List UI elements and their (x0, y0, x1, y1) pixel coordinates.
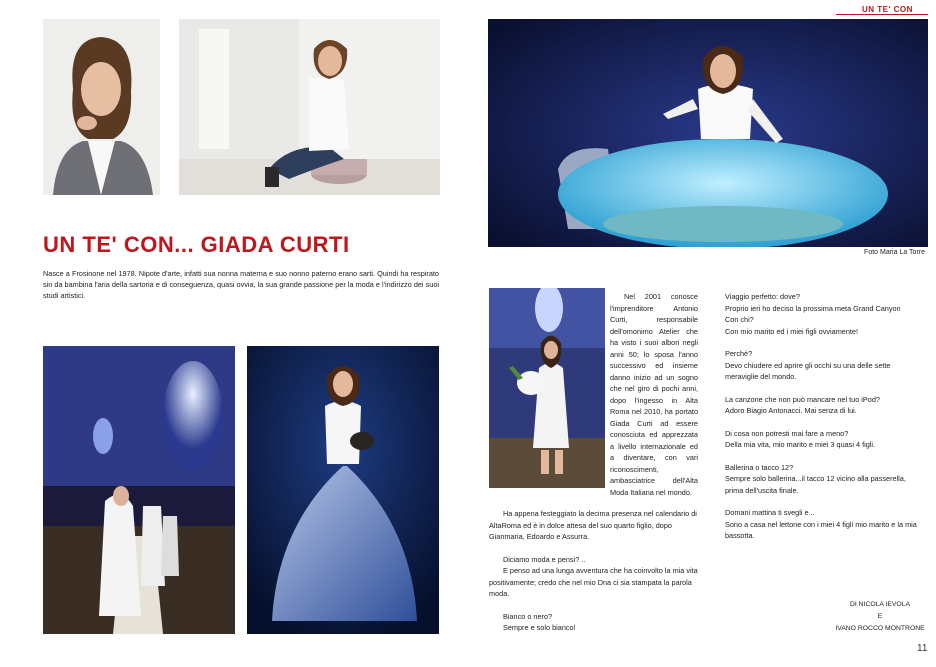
question-perche: Perché? (725, 349, 753, 358)
body-column-1-top (610, 291, 698, 498)
question-bianco-nero: Bianco o nero? (503, 611, 553, 621)
hero-photo (488, 19, 928, 247)
answer-a-meno: Della mia vita, mio marito e miei 3 quasi 4 figli. (725, 440, 876, 449)
answer-moda: E penso ad una lunga avventura che ha coinvolto la mia vita positivamente; credo che nel mio Dna ci sia stampata la parola moda. (489, 566, 698, 598)
article-intro: Nasce a Frosinone nel 1978. Nipote d'arte, infatti sua nonna materna e suo nonno paterno erano sarti. Quindi ha respirato sin da bambina l'aria della sartoria e di conseguenza, quasi ovvia, la sua grande passione per la moda e l'indirizzo dei suoi studi artistici. (43, 269, 439, 300)
section-tag: UN TE' CON (862, 5, 913, 14)
byline-conjunction: E (877, 613, 883, 620)
answer-canzone: Adoro Biagio Antonacci. Mai senza di lui. (725, 406, 857, 415)
byline (834, 599, 926, 635)
question-moda: Diciamo moda e pensi? .. (503, 554, 586, 564)
photo-credit: Foto Maria La Torre (864, 249, 925, 256)
byline-author-1: DI NICOLA IEVOLA (849, 601, 911, 608)
seated-photo (179, 19, 440, 195)
question-con-chi: Con chi? (725, 315, 754, 324)
answer-domani: Sono a casa nel lettone con i miei 4 figli mio marito e la mia bassotta. (725, 519, 917, 540)
question-a-meno: Di cosa non potresti mai fare a meno? (725, 428, 849, 438)
answer-perche: Devo chiudere ed aprire gli occhi su una delle sette meraviglie del mondo. (725, 360, 891, 381)
answer-con-chi: Con mio marito ed i miei figli ovviamente! (725, 326, 859, 336)
runway-photo (43, 346, 235, 634)
answer-ballerina: Sempre solo ballerina...il tacco 12 vicino alla passerella, prima dell'uscita finale. (725, 474, 906, 495)
paragraph-altaroma: Ha appena festeggiato la decima presenza nel calendario di AltaRoma ed è in dolce attesa del suo quarto figlio, dopo Gianmaria, Edoardo e Assurra. (489, 509, 697, 541)
question-domani: Domani mattina ti svegli e... (725, 508, 815, 517)
question-ballerina: Ballerina o tacco 12? (725, 462, 794, 472)
paragraph-meeting: Nel 2001 conosce l'imprenditore Antonio Curti, responsabile dell'omonimo Atelier che ha visto i suoi albori negli anni 50; lo sposa l'anno successivo ed insieme danno inizio ad un sogno che nel giro di pochi anni, dopo l'ingesso in Alta Roma nel 2010, ha portato Giada Curti ad essere conosciuta ed apprezzata a livello internazionale ed a diventare, con vari riconoscimenti, ambasciatrice dell'Alta Moda Italiana nel mondo. (610, 292, 698, 497)
portrait-photo (43, 19, 160, 195)
byline-author-2: IVANO ROCCO MONTRONE (835, 625, 925, 632)
question-canzone: La canzone che non può mancare nel tuo iPod? (725, 394, 880, 404)
answer-bianco-nero: Sempre e solo bianco! (503, 623, 576, 632)
body-column-2 (725, 291, 925, 542)
ballgown-photo (247, 346, 439, 634)
section-tag-rule (836, 14, 928, 15)
page-number: 11 (917, 643, 928, 654)
article-title: UN TE' CON... GIADA CURTI (43, 232, 350, 257)
bouquet-photo (489, 288, 605, 488)
answer-viaggio: Proprio ieri ho deciso la prossima meta Grand Canyon (725, 303, 901, 313)
body-column-1-bottom (489, 508, 699, 634)
question-viaggio: Viaggio perfetto: dove? (725, 292, 800, 301)
